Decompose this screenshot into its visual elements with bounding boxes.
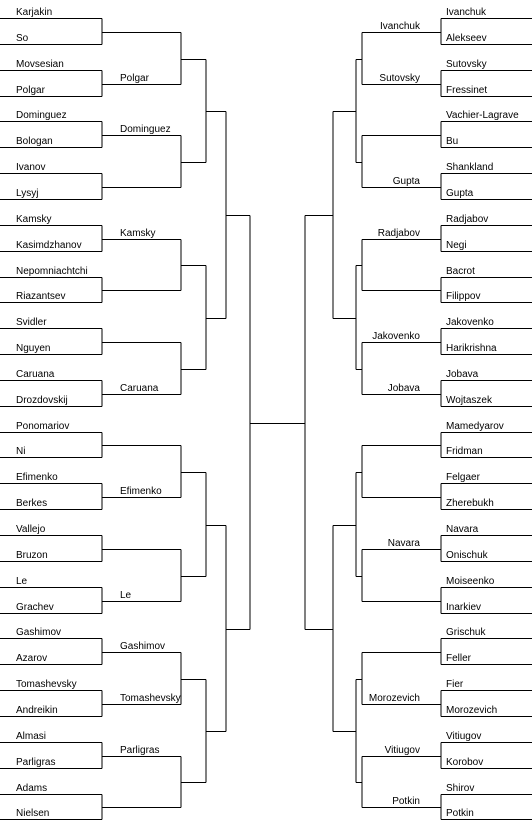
left-r2-name-1: Polgar <box>120 72 149 84</box>
left-r1-name-30: Adams <box>16 782 48 794</box>
right-r1-name-29: Korobov <box>446 756 484 768</box>
right-r2-name-10: Navara <box>387 537 420 549</box>
right-r1-name-3: Fressinet <box>446 84 488 96</box>
left-r2-name-9: Efimenko <box>120 485 162 497</box>
right-r1-name-10: Bacrot <box>446 265 475 277</box>
right-r1-name-22: Moiseenko <box>446 575 495 587</box>
left-r1-name-16: Ponomariov <box>16 420 70 432</box>
left-r1-name-4: Dominguez <box>16 109 67 121</box>
right-r1-name-27: Morozevich <box>446 704 498 716</box>
left-r1-name-1: So <box>16 32 29 44</box>
right-r1-name-13: Harikrishna <box>446 342 497 354</box>
right-r1-name-30: Shirov <box>446 782 475 794</box>
right-r1-name-24: Grischuk <box>446 626 486 638</box>
left-r1-name-20: Vallejo <box>16 523 46 535</box>
left-r1-name-8: Kamsky <box>16 213 52 225</box>
left-r1-name-14: Caruana <box>16 368 55 380</box>
left-r2-name-11: Le <box>120 589 132 601</box>
left-r1-name-26: Tomashevsky <box>16 678 77 690</box>
right-r1-name-31: Potkin <box>446 807 474 819</box>
right-r1-name-25: Feller <box>446 652 472 664</box>
left-r1-name-9: Kasimdzhanov <box>16 239 82 251</box>
left-r1-name-19: Berkes <box>16 497 48 509</box>
right-r2-name-14: Vitiugov <box>384 744 420 756</box>
left-r2-name-14: Parligras <box>120 744 160 756</box>
right-r2-name-1: Sutovsky <box>379 72 420 84</box>
left-r1-name-7: Lysyj <box>16 187 39 199</box>
left-r2-name-2: Dominguez <box>120 123 171 135</box>
right-r1-name-11: Filippov <box>446 290 481 302</box>
right-r1-name-8: Radjabov <box>446 213 489 225</box>
left-r2-name-7: Caruana <box>120 382 159 394</box>
left-r1-name-11: Riazantsev <box>16 290 66 302</box>
left-r1-name-15: Drozdovskij <box>16 394 68 406</box>
left-r1-name-22: Le <box>16 575 28 587</box>
right-r2-name-7: Jobava <box>387 382 420 394</box>
right-r2-name-13: Morozevich <box>368 692 420 704</box>
right-r1-name-2: Sutovsky <box>446 58 487 70</box>
right-r1-name-9: Negi <box>446 239 467 251</box>
left-r1-name-29: Parligras <box>16 756 56 768</box>
left-r1-name-17: Ni <box>16 445 26 457</box>
left-r2-name-4: Kamsky <box>120 227 156 239</box>
right-r1-name-19: Zherebukh <box>446 497 494 509</box>
left-r2-name-12: Gashimov <box>120 640 166 652</box>
right-r1-name-6: Shankland <box>446 161 494 173</box>
left-r1-name-23: Grachev <box>16 601 54 613</box>
right-r1-name-18: Felgaer <box>446 471 480 483</box>
right-r2-name-0: Ivanchuk <box>379 20 420 32</box>
right-r1-name-21: Onischuk <box>446 549 488 561</box>
right-r1-name-1: Alekseev <box>446 32 487 44</box>
left-r1-name-21: Bruzon <box>16 549 48 561</box>
left-r1-name-24: Gashimov <box>16 626 62 638</box>
left-r1-name-31: Nielsen <box>16 807 50 819</box>
right-r1-name-15: Wojtaszek <box>446 394 492 406</box>
left-r1-name-18: Efimenko <box>16 471 58 483</box>
left-r1-name-12: Svidler <box>16 316 47 328</box>
left-r1-name-5: Bologan <box>16 135 53 147</box>
right-r1-name-16: Mamedyarov <box>446 420 504 432</box>
right-r1-name-28: Vitiugov <box>446 730 482 742</box>
right-r1-name-7: Gupta <box>446 187 474 199</box>
right-r2-name-6: Jakovenko <box>372 330 420 342</box>
left-r1-name-28: Almasi <box>16 730 47 742</box>
right-r2-name-3: Gupta <box>392 175 420 187</box>
left-r1-name-10: Nepomniachtchi <box>16 265 88 277</box>
left-r1-name-6: Ivanov <box>16 161 46 173</box>
left-r1-name-25: Azarov <box>16 652 48 664</box>
right-r1-name-12: Jakovenko <box>446 316 494 328</box>
right-r2-name-4: Radjabov <box>377 227 420 239</box>
left-r1-name-3: Polgar <box>16 84 45 96</box>
left-r1-name-27: Andreikin <box>16 704 58 716</box>
right-r1-name-4: Vachier-Lagrave <box>446 109 519 121</box>
left-r1-name-13: Nguyen <box>16 342 51 354</box>
left-r2-name-13: Tomashevsky <box>120 692 181 704</box>
right-r1-name-26: Fier <box>446 678 464 690</box>
right-r1-name-0: Ivanchuk <box>446 6 487 18</box>
left-r1-name-2: Movsesian <box>16 58 64 70</box>
left-r1-name-0: Karjakin <box>16 6 53 18</box>
right-r2-name-15: Potkin <box>392 795 420 807</box>
right-r1-name-23: Inarkiev <box>446 601 482 613</box>
right-r1-name-5: Bu <box>446 135 459 147</box>
right-r1-name-20: Navara <box>446 523 479 535</box>
right-r1-name-14: Jobava <box>446 368 479 380</box>
right-r1-name-17: Fridman <box>446 445 483 457</box>
